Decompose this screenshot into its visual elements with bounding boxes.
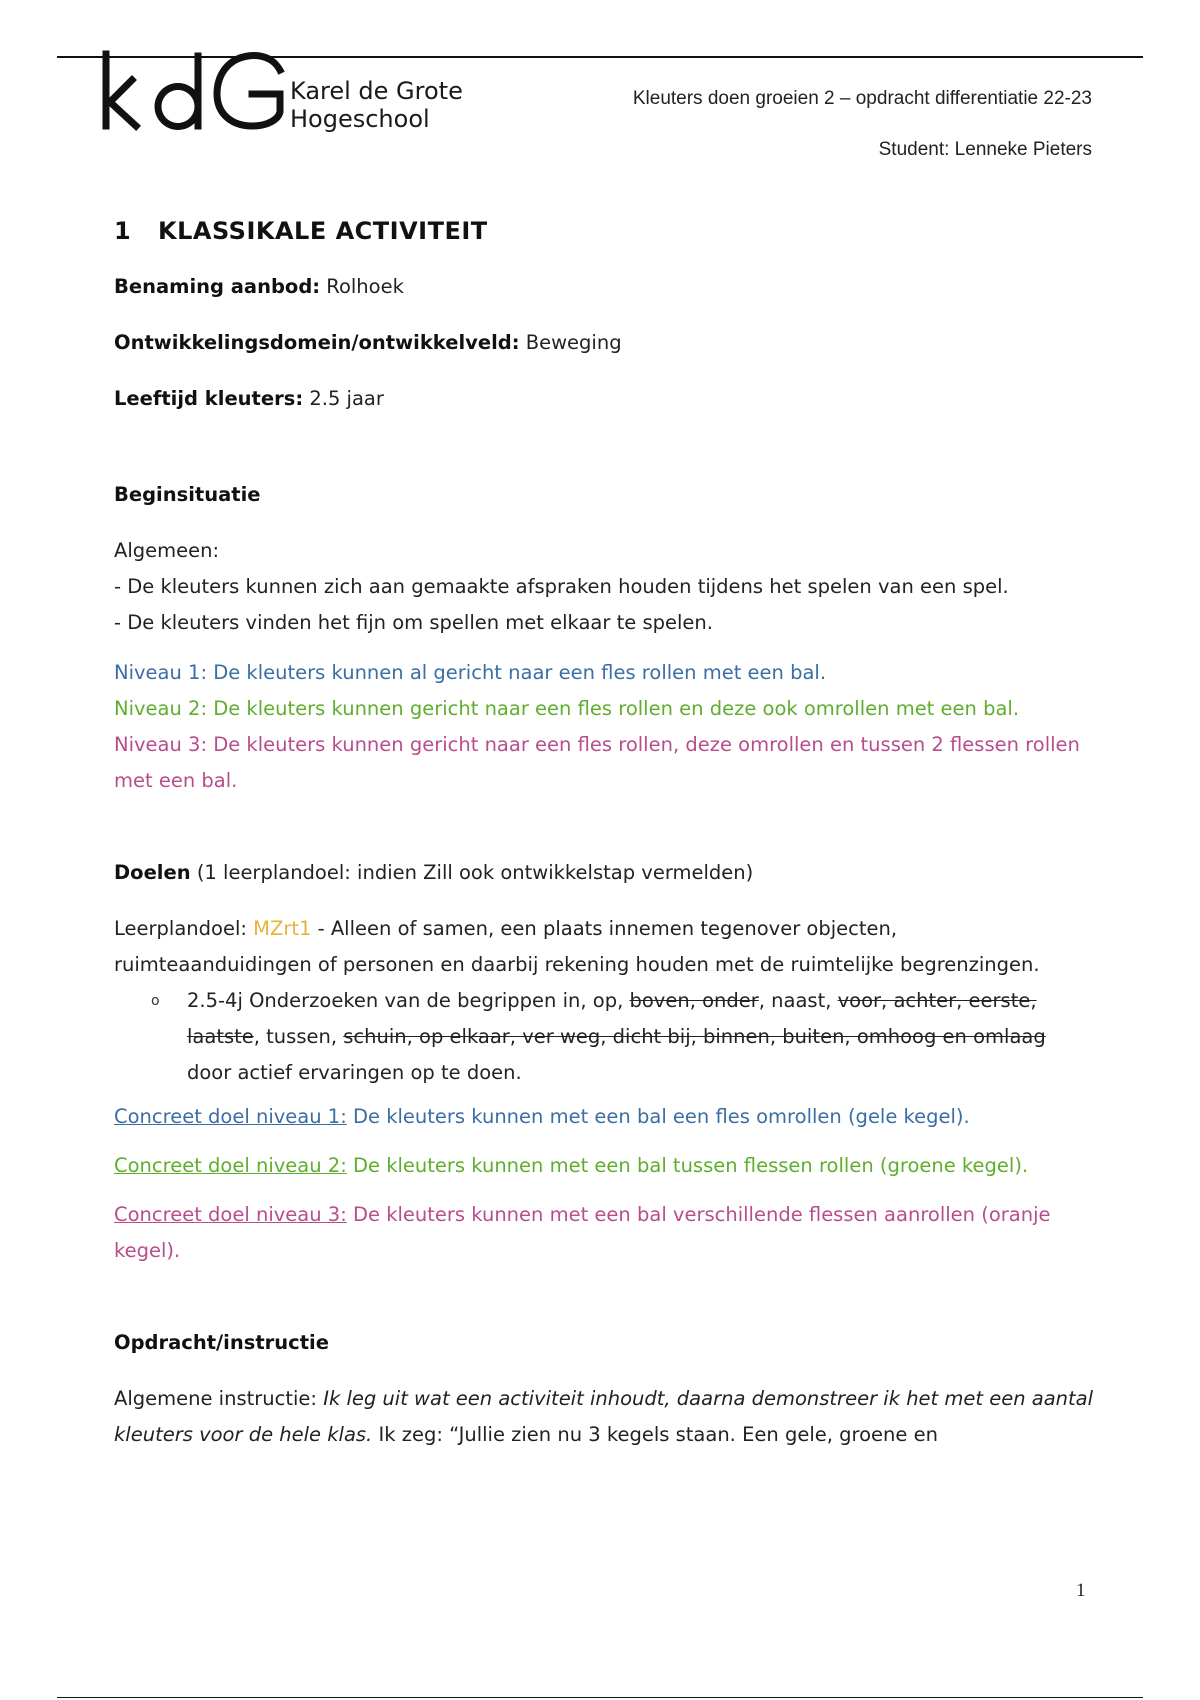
concrete-goal-text: De kleuters kunnen met een bal verschillende flessen aanrollen (oranje kegel). xyxy=(114,1203,1051,1262)
kdg-logo xyxy=(102,50,287,132)
level-2-text: Niveau 2: De kleuters kunnen gericht naar een fles rollen en deze ook omrollen met een bal. xyxy=(114,697,1020,720)
step-text: door actief ervaringen op te doen. xyxy=(187,1061,522,1084)
beginsituatie-heading: Beginsituatie xyxy=(114,483,261,506)
step-struck-text: schuin, op elkaar, ver weg, dicht bij, binnen, buiten, omhoog en omlaag xyxy=(343,1025,1046,1048)
page-number: 1 xyxy=(1076,1580,1086,1601)
leerplandoel-label: Leerplandoel: xyxy=(114,917,247,940)
concrete-goal-2 xyxy=(114,1148,1094,1184)
field-value: Rolhoek xyxy=(326,275,404,298)
general-label: Algemeen: xyxy=(114,539,220,562)
concrete-goal-label: Concreet doel niveau 2: xyxy=(114,1154,347,1177)
level-1-text: Niveau 1: De kleuters kunnen al gericht naar een fles rollen met een bal. xyxy=(114,661,827,684)
field-value: 2.5 jaar xyxy=(309,387,384,410)
section-number: 1 xyxy=(114,217,132,245)
document-body xyxy=(114,213,1094,1453)
student-name: Student: Lenneke Pieters xyxy=(878,139,1092,160)
concrete-goal-1 xyxy=(114,1099,1094,1135)
field-benaming xyxy=(114,269,1094,305)
leerplandoel-text: - Alleen of samen, een plaats innemen tegenover objecten, ruimteaanduidingen of personen en daarbij rekening houden met de ruimtelijke begrenzingen. xyxy=(114,917,1040,976)
field-label: Leeftijd kleuters: xyxy=(114,387,304,410)
instructie-label: Algemene instructie: xyxy=(114,1387,317,1410)
institution-name-line1: Karel de Grote xyxy=(290,77,463,105)
ontwikkelstap-item xyxy=(114,983,1094,1091)
kdg-logo-icon xyxy=(102,50,287,132)
concrete-goal-3 xyxy=(114,1197,1094,1269)
step-text: 2.5-4j Onderzoeken van de begrippen in, op, xyxy=(187,989,630,1012)
footer-rule xyxy=(57,1697,1143,1698)
step-struck-text: voor, achter, eerste, laatste xyxy=(187,989,1037,1048)
doelen-note: (1 leerplandoel: indien Zill ook ontwikkelstap vermelden) xyxy=(196,861,754,884)
step-text: , naast, xyxy=(758,989,838,1012)
section-heading xyxy=(114,213,1094,249)
doelen-title: Doelen xyxy=(114,861,191,884)
field-domein xyxy=(114,325,1094,361)
institution-name-line2: Hogeschool xyxy=(290,105,430,133)
field-label: Benaming aanbod: xyxy=(114,275,321,298)
field-leeftijd xyxy=(114,381,1094,417)
opdracht-heading: Opdracht/instructie xyxy=(114,1331,329,1354)
instructie-text: Ik zeg: “Jullie zien nu 3 kegels staan. Een gele, groene en xyxy=(372,1423,938,1446)
field-value: Beweging xyxy=(525,331,622,354)
level-3-text: Niveau 3: De kleuters kunnen gericht naar een fles rollen, deze omrollen en tussen 2 flessen rollen met een bal. xyxy=(114,733,1080,792)
field-label: Ontwikkelingsdomein/ontwikkelveld: xyxy=(114,331,520,354)
concrete-goal-label: Concreet doel niveau 3: xyxy=(114,1203,347,1226)
bullet-circle-icon: o xyxy=(151,993,160,1009)
general-item: - De kleuters kunnen zich aan gemaakte afspraken houden tijdens het spelen van een spel. xyxy=(114,575,1009,598)
concrete-goal-text: De kleuters kunnen met een bal een fles omrollen (gele kegel). xyxy=(346,1105,970,1128)
step-struck-text: boven, onder xyxy=(629,989,759,1012)
concrete-goal-label: Concreet doel niveau 1: xyxy=(114,1105,347,1128)
step-text: , tussen, xyxy=(253,1025,344,1048)
instructie-italic: Ik leg uit wat een activiteit inhoudt, daarna demonstreer ik het met een aantal kleuters voor de hele klas. xyxy=(114,1387,1094,1446)
course-title: Kleuters doen groeien 2 – opdracht differentiatie 22-23 xyxy=(632,88,1092,109)
doelen-heading xyxy=(114,855,1094,891)
section-title: KLASSIKALE ACTIVITEIT xyxy=(158,217,488,245)
leerplandoel xyxy=(114,911,1094,983)
algemene-instructie xyxy=(114,1381,1094,1453)
concrete-goal-text: De kleuters kunnen met een bal tussen flessen rollen (groene kegel). xyxy=(346,1154,1029,1177)
institution-name xyxy=(290,77,463,133)
leerplandoel-code: MZrt1 xyxy=(253,917,312,940)
general-item: - De kleuters vinden het fijn om spellen met elkaar te spelen. xyxy=(114,611,713,634)
